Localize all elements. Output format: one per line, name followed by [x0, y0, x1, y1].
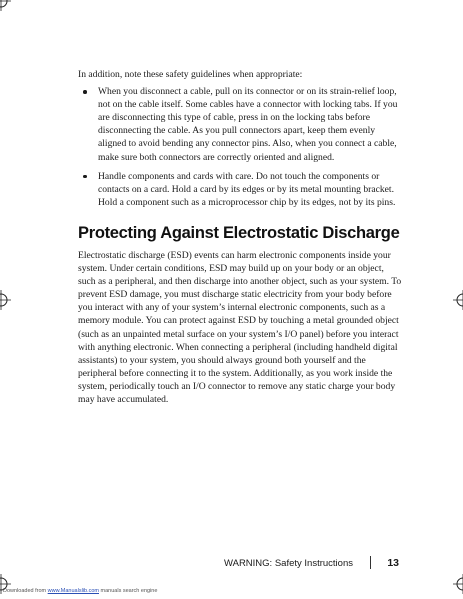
page-number: 13	[387, 557, 399, 569]
safety-guidelines-list	[78, 85, 402, 209]
registration-mark-icon	[453, 574, 463, 594]
page-content	[78, 68, 402, 406]
manualslib-link[interactable]: www.Manualslib.com	[47, 588, 99, 594]
bullet-icon	[83, 175, 87, 179]
list-item-text: When you disconnect a cable, pull on its connector or on its strain-relief loop, not on the cable itself. Some cables have a connector with locking tabs. If you are disconnecting this type of cable, press in on the locking tabs before disconnecting the cable. As you pull connectors apart, keep them evenly aligned to avoid bending any connector pins. Also, when you connect a cable, make sure both connectors are correctly oriented and aligned.	[98, 86, 398, 163]
intro-text: In addition, note these safety guidelines when appropriate:	[78, 69, 303, 80]
section-heading: Protecting Against Electrostatic Discharge	[78, 223, 400, 242]
bullet-icon	[83, 90, 87, 94]
download-prefix: Downloaded from	[3, 588, 47, 594]
registration-mark-icon	[0, 290, 11, 310]
download-notice	[3, 588, 157, 594]
download-suffix: manuals search engine	[100, 588, 158, 594]
registration-mark-icon	[0, 0, 11, 11]
list-item-text: Handle components and cards with care. Do not touch the components or contacts on a card. Hold a card by its edges or by its metal mounting bracket. Hold a component such as a microprocessor chip by its edges, not by its pins.	[98, 170, 396, 208]
page-footer	[0, 556, 463, 572]
list-item	[78, 170, 402, 209]
footer-section-title: WARNING: Safety Instructions	[224, 558, 353, 569]
esd-paragraph: Electrostatic discharge (ESD) events can harm electronic components inside your system. Under certain conditions, ESD may build up on your body or an object, such as a peripheral, and then discharge into another object, such as your system. To prevent ESD damage, you must discharge static electricity from your body before you interact with any of your system’s internal electronic components, such as a memory module. You can protect against ESD by touching a metal grounded object (such as an unpainted metal surface on your system’s I/O panel) before you interact with anything electronic. When connecting a peripheral (including handheld digital assistants) to your system, you should always ground both yourself and the peripheral before connecting it to the system. Additionally, as you work inside the system, periodically touch an I/O connector to remove any static charge your body may have accumulated.	[78, 249, 402, 405]
registration-mark-icon	[453, 290, 463, 310]
list-item	[78, 85, 402, 164]
footer-divider	[370, 556, 371, 569]
